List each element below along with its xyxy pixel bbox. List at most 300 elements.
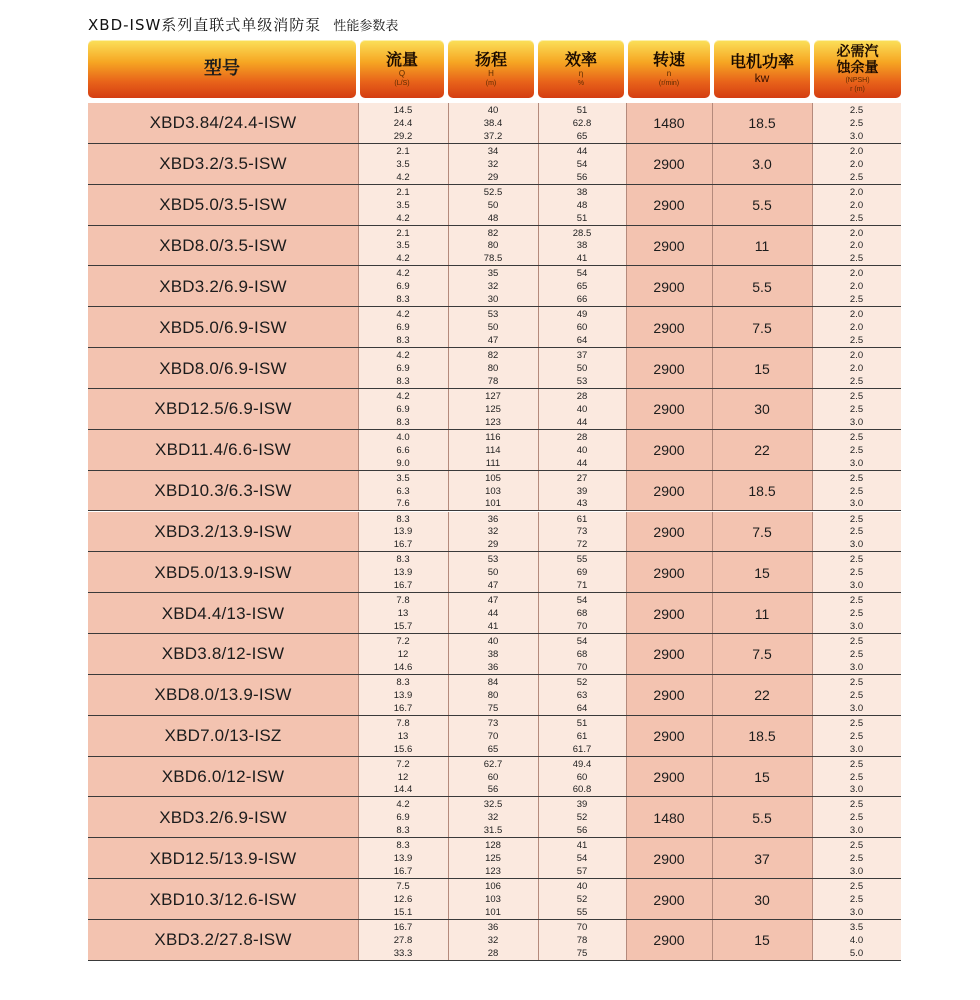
eff-value: 78 bbox=[576, 934, 588, 946]
cell-speed bbox=[626, 512, 712, 553]
speed-value: 2900 bbox=[653, 850, 685, 867]
model-value: XBD4.4/13-ISW bbox=[161, 603, 285, 623]
cell-npsh bbox=[812, 185, 901, 226]
npsh-value: 2.5 bbox=[849, 812, 864, 824]
head-value: 114 bbox=[485, 444, 501, 456]
eff-value: 28 bbox=[576, 390, 588, 402]
column-divider bbox=[358, 879, 359, 920]
column-divider bbox=[358, 307, 359, 348]
head-value: 52.5 bbox=[483, 186, 503, 198]
flow-value: 15.6 bbox=[393, 743, 413, 755]
head-value: 62.7 bbox=[483, 758, 503, 770]
eff-value: 71 bbox=[576, 580, 588, 592]
flow-value: 13 bbox=[397, 730, 409, 742]
npsh-value: 2.5 bbox=[849, 595, 864, 607]
cell-model bbox=[88, 838, 358, 879]
column-divider bbox=[358, 144, 359, 185]
cell-model bbox=[88, 430, 358, 471]
cell-npsh bbox=[812, 757, 901, 798]
column-divider bbox=[448, 103, 449, 144]
speed-value: 2900 bbox=[653, 442, 685, 459]
cell-speed bbox=[626, 838, 712, 879]
npsh-value: 2.5 bbox=[849, 840, 864, 852]
cell-npsh bbox=[812, 879, 901, 920]
table-row bbox=[88, 920, 901, 961]
header-flow bbox=[360, 40, 444, 98]
cell-head bbox=[448, 879, 538, 920]
cell-power bbox=[712, 103, 812, 144]
head-value: 82 bbox=[487, 227, 499, 239]
head-value: 48 bbox=[487, 212, 499, 224]
head-value: 60 bbox=[487, 771, 499, 783]
cell-head bbox=[448, 675, 538, 716]
header-npsh-label2: 蚀余量 bbox=[836, 60, 879, 76]
cell-power bbox=[712, 430, 812, 471]
model-value: XBD11.4/6.6-ISW bbox=[155, 440, 291, 460]
npsh-value: 2.0 bbox=[849, 199, 864, 211]
column-divider bbox=[538, 348, 539, 389]
head-value: 32.5 bbox=[483, 799, 503, 811]
cell-speed bbox=[626, 634, 712, 675]
head-value: 41 bbox=[487, 621, 499, 633]
column-divider bbox=[538, 757, 539, 798]
flow-value: 4.2 bbox=[396, 350, 410, 362]
eff-value: 68 bbox=[576, 608, 588, 620]
model-value: XBD3.8/12-ISW bbox=[161, 644, 285, 664]
npsh-value: 3.0 bbox=[849, 457, 864, 469]
speed-value: 2900 bbox=[653, 401, 685, 418]
cell-eff bbox=[538, 471, 626, 512]
cell-eff bbox=[538, 512, 626, 553]
eff-value: 54 bbox=[576, 636, 588, 648]
head-value: 84 bbox=[487, 676, 499, 688]
model-value: XBD12.5/6.9-ISW bbox=[154, 399, 292, 419]
column-divider bbox=[812, 838, 813, 879]
header-eff-unit: % bbox=[577, 79, 585, 87]
cell-model bbox=[88, 879, 358, 920]
column-divider bbox=[448, 757, 449, 798]
eff-value: 53 bbox=[576, 375, 588, 387]
cell-speed bbox=[626, 144, 712, 185]
column-divider bbox=[712, 675, 713, 716]
power-value: 30 bbox=[754, 891, 770, 908]
eff-value: 50 bbox=[576, 363, 588, 375]
eff-value: 70 bbox=[576, 621, 588, 633]
cell-head bbox=[448, 512, 538, 553]
eff-value: 44 bbox=[576, 457, 588, 469]
cell-speed bbox=[626, 103, 712, 144]
cell-speed bbox=[626, 920, 712, 961]
cell-eff bbox=[538, 838, 626, 879]
cell-power bbox=[712, 226, 812, 267]
npsh-value: 2.0 bbox=[849, 240, 864, 252]
eff-value: 38 bbox=[576, 240, 588, 252]
cell-head bbox=[448, 797, 538, 838]
model-value: XBD5.0/3.5-ISW bbox=[159, 195, 287, 215]
cell-flow bbox=[358, 144, 448, 185]
column-divider bbox=[538, 226, 539, 267]
column-divider bbox=[712, 144, 713, 185]
flow-value: 13.9 bbox=[393, 526, 413, 538]
column-divider bbox=[712, 348, 713, 389]
cell-eff bbox=[538, 879, 626, 920]
table-row bbox=[88, 348, 901, 389]
cell-flow bbox=[358, 757, 448, 798]
column-divider bbox=[448, 675, 449, 716]
flow-value: 27.8 bbox=[393, 934, 413, 946]
cell-npsh bbox=[812, 389, 901, 430]
flow-value: 8.3 bbox=[396, 416, 410, 428]
column-divider bbox=[626, 430, 627, 471]
cell-eff bbox=[538, 307, 626, 348]
column-divider bbox=[538, 838, 539, 879]
cell-power bbox=[712, 144, 812, 185]
cell-power bbox=[712, 307, 812, 348]
flow-value: 12 bbox=[397, 771, 409, 783]
cell-power bbox=[712, 348, 812, 389]
npsh-value: 2.5 bbox=[849, 513, 864, 525]
column-divider bbox=[626, 593, 627, 634]
column-divider bbox=[712, 920, 713, 961]
npsh-value: 2.5 bbox=[849, 689, 864, 701]
header-speed-symbol: n bbox=[666, 68, 672, 78]
header-head bbox=[448, 40, 534, 98]
column-divider bbox=[712, 797, 713, 838]
head-value: 123 bbox=[485, 416, 501, 428]
column-divider bbox=[358, 103, 359, 144]
head-value: 111 bbox=[485, 457, 501, 469]
eff-value: 65 bbox=[576, 130, 588, 142]
cell-model bbox=[88, 920, 358, 961]
cell-head bbox=[448, 226, 538, 267]
column-divider bbox=[812, 716, 813, 757]
column-divider bbox=[358, 675, 359, 716]
column-divider bbox=[538, 144, 539, 185]
power-value: 11 bbox=[754, 605, 770, 622]
head-value: 36 bbox=[487, 661, 499, 673]
flow-value: 6.9 bbox=[396, 403, 410, 415]
header-speed-label: 转速 bbox=[652, 49, 685, 69]
eff-value: 49.4 bbox=[572, 758, 592, 770]
npsh-value: 2.0 bbox=[849, 158, 864, 170]
column-divider bbox=[626, 797, 627, 838]
cell-npsh bbox=[812, 471, 901, 512]
eff-value: 63 bbox=[576, 689, 588, 701]
header-flow-symbol: Q bbox=[398, 68, 406, 78]
column-divider bbox=[358, 838, 359, 879]
eff-value: 28 bbox=[576, 431, 588, 443]
column-divider bbox=[812, 634, 813, 675]
flow-value: 4.0 bbox=[396, 431, 410, 443]
model-value: XBD3.2/27.8-ISW bbox=[154, 930, 292, 950]
head-value: 32 bbox=[487, 281, 499, 293]
head-value: 47 bbox=[487, 580, 499, 592]
column-divider bbox=[626, 920, 627, 961]
cell-eff bbox=[538, 266, 626, 307]
column-divider bbox=[626, 716, 627, 757]
power-value: 15 bbox=[754, 564, 770, 581]
eff-value: 61 bbox=[576, 513, 588, 525]
column-divider bbox=[448, 226, 449, 267]
power-value: 15 bbox=[754, 932, 770, 949]
head-value: 50 bbox=[487, 322, 499, 334]
model-value: XBD3.2/6.9-ISW bbox=[159, 276, 287, 296]
column-divider bbox=[358, 552, 359, 593]
model-value: XBD3.2/6.9-ISW bbox=[159, 807, 287, 827]
document-subtitle: 性能参数表 bbox=[333, 19, 399, 34]
power-value: 18.5 bbox=[748, 115, 776, 132]
eff-value: 40 bbox=[576, 881, 588, 893]
table-row bbox=[88, 634, 901, 675]
cell-npsh bbox=[812, 103, 901, 144]
head-value: 127 bbox=[485, 390, 501, 402]
column-divider bbox=[626, 103, 627, 144]
head-value: 40 bbox=[487, 105, 499, 116]
column-divider bbox=[712, 185, 713, 226]
power-value: 7.5 bbox=[752, 319, 772, 336]
cell-flow bbox=[358, 716, 448, 757]
flow-value: 8.3 bbox=[396, 294, 410, 306]
head-value: 32 bbox=[487, 812, 499, 824]
eff-value: 64 bbox=[576, 702, 588, 714]
power-value: 22 bbox=[754, 687, 770, 704]
head-value: 35 bbox=[487, 268, 499, 280]
header-npsh-unit: r (m) bbox=[850, 86, 865, 93]
npsh-value: 2.0 bbox=[849, 227, 864, 239]
column-divider bbox=[538, 471, 539, 512]
table-row bbox=[88, 552, 901, 593]
cell-model bbox=[88, 593, 358, 634]
cell-speed bbox=[626, 226, 712, 267]
cell-head bbox=[448, 430, 538, 471]
flow-value: 14.5 bbox=[393, 105, 413, 116]
column-divider bbox=[358, 266, 359, 307]
flow-value: 16.7 bbox=[393, 922, 413, 933]
head-value: 38 bbox=[487, 648, 499, 660]
column-divider bbox=[812, 675, 813, 716]
power-value: 22 bbox=[754, 442, 770, 459]
cell-eff bbox=[538, 593, 626, 634]
flow-value: 16.7 bbox=[393, 866, 413, 878]
npsh-value: 2.5 bbox=[849, 212, 864, 224]
model-value: XBD3.2/3.5-ISW bbox=[159, 154, 287, 174]
column-divider bbox=[812, 593, 813, 634]
head-value: 80 bbox=[487, 363, 499, 375]
cell-speed bbox=[626, 430, 712, 471]
cell-flow bbox=[358, 593, 448, 634]
column-divider bbox=[712, 266, 713, 307]
title-bar bbox=[88, 14, 398, 36]
npsh-value: 2.5 bbox=[849, 894, 864, 906]
column-divider bbox=[448, 920, 449, 961]
column-divider bbox=[448, 838, 449, 879]
npsh-value: 2.5 bbox=[849, 881, 864, 893]
flow-value: 15.1 bbox=[393, 906, 413, 918]
column-divider bbox=[538, 103, 539, 144]
cell-npsh bbox=[812, 920, 901, 961]
cell-head bbox=[448, 552, 538, 593]
cell-head bbox=[448, 838, 538, 879]
eff-value: 41 bbox=[576, 840, 588, 852]
cell-eff bbox=[538, 716, 626, 757]
column-divider bbox=[358, 593, 359, 634]
header-npsh-label1: 必需汽 bbox=[836, 44, 879, 60]
column-divider bbox=[712, 103, 713, 144]
column-divider bbox=[448, 552, 449, 593]
power-value: 37 bbox=[754, 850, 770, 867]
cell-head bbox=[448, 185, 538, 226]
cell-npsh bbox=[812, 552, 901, 593]
speed-value: 2900 bbox=[653, 932, 685, 949]
eff-value: 55 bbox=[576, 554, 588, 566]
npsh-value: 2.5 bbox=[849, 799, 864, 811]
column-divider bbox=[358, 226, 359, 267]
header-power bbox=[714, 40, 810, 98]
npsh-value: 2.0 bbox=[849, 186, 864, 198]
npsh-value: 3.0 bbox=[849, 825, 864, 837]
head-value: 116 bbox=[485, 431, 501, 443]
column-divider bbox=[812, 226, 813, 267]
flow-value: 7.6 bbox=[396, 498, 410, 510]
head-value: 105 bbox=[485, 472, 501, 484]
npsh-value: 3.0 bbox=[849, 906, 864, 918]
column-divider bbox=[358, 512, 359, 553]
column-divider bbox=[448, 797, 449, 838]
cell-npsh bbox=[812, 266, 901, 307]
power-value: 11 bbox=[754, 237, 770, 254]
header-head-symbol: H bbox=[488, 68, 494, 78]
eff-value: 54 bbox=[576, 268, 588, 280]
table-row bbox=[88, 757, 901, 798]
cell-power bbox=[712, 185, 812, 226]
cell-flow bbox=[358, 389, 448, 430]
speed-value: 2900 bbox=[653, 319, 685, 336]
flow-value: 6.6 bbox=[396, 444, 410, 456]
npsh-value: 2.5 bbox=[849, 472, 864, 484]
column-divider bbox=[626, 838, 627, 879]
column-divider bbox=[358, 389, 359, 430]
cell-head bbox=[448, 266, 538, 307]
column-divider bbox=[812, 144, 813, 185]
document-title: XBD-ISW系列直联式单级消防泵 bbox=[88, 16, 322, 34]
npsh-value: 2.0 bbox=[849, 281, 864, 293]
column-divider bbox=[626, 675, 627, 716]
cell-npsh bbox=[812, 226, 901, 267]
flow-value: 24.4 bbox=[393, 117, 413, 129]
eff-value: 51 bbox=[576, 105, 588, 116]
npsh-value: 2.5 bbox=[849, 771, 864, 783]
flow-value: 3.5 bbox=[396, 240, 410, 252]
cell-model bbox=[88, 471, 358, 512]
cell-head bbox=[448, 757, 538, 798]
cell-model bbox=[88, 797, 358, 838]
column-divider bbox=[712, 552, 713, 593]
column-divider bbox=[538, 266, 539, 307]
column-divider bbox=[812, 879, 813, 920]
flow-value: 6.9 bbox=[396, 812, 410, 824]
cell-npsh bbox=[812, 797, 901, 838]
speed-value: 2900 bbox=[653, 728, 685, 745]
flow-value: 8.3 bbox=[396, 554, 410, 566]
head-value: 30 bbox=[487, 294, 499, 306]
npsh-value: 2.5 bbox=[849, 105, 864, 116]
npsh-value: 2.0 bbox=[849, 268, 864, 280]
cell-npsh bbox=[812, 512, 901, 553]
eff-value: 38 bbox=[576, 186, 588, 198]
column-divider bbox=[812, 103, 813, 144]
cell-npsh bbox=[812, 634, 901, 675]
column-divider bbox=[626, 144, 627, 185]
flow-value: 3.5 bbox=[396, 199, 410, 211]
npsh-value: 3.0 bbox=[849, 498, 864, 510]
table-row bbox=[88, 103, 901, 144]
npsh-value: 3.0 bbox=[849, 661, 864, 673]
cell-speed bbox=[626, 389, 712, 430]
eff-value: 72 bbox=[576, 539, 588, 551]
column-divider bbox=[812, 185, 813, 226]
column-divider bbox=[712, 838, 713, 879]
cell-flow bbox=[358, 430, 448, 471]
header-model bbox=[88, 40, 356, 98]
model-value: XBD12.5/13.9-ISW bbox=[149, 848, 297, 868]
speed-value: 2900 bbox=[653, 891, 685, 908]
eff-value: 70 bbox=[576, 661, 588, 673]
header-npsh-symbol: (NPSH) bbox=[845, 77, 870, 84]
eff-value: 73 bbox=[576, 526, 588, 538]
flow-value: 4.2 bbox=[396, 799, 410, 811]
column-divider bbox=[448, 512, 449, 553]
head-value: 82 bbox=[487, 350, 499, 362]
eff-value: 27 bbox=[576, 472, 588, 484]
header-speed-unit: (r/min) bbox=[658, 79, 680, 87]
flow-value: 14.4 bbox=[393, 784, 413, 796]
eff-value: 66 bbox=[576, 294, 588, 306]
header-flow-label: 流量 bbox=[385, 49, 418, 69]
npsh-value: 2.0 bbox=[849, 309, 864, 321]
cell-power bbox=[712, 593, 812, 634]
eff-value: 56 bbox=[576, 825, 588, 837]
npsh-value: 2.5 bbox=[849, 853, 864, 865]
head-value: 103 bbox=[485, 894, 501, 906]
column-divider bbox=[538, 512, 539, 553]
cell-speed bbox=[626, 757, 712, 798]
eff-value: 54 bbox=[576, 158, 588, 170]
table-row bbox=[88, 266, 901, 307]
cell-eff bbox=[538, 634, 626, 675]
power-value: 15 bbox=[754, 769, 770, 786]
cell-head bbox=[448, 716, 538, 757]
column-divider bbox=[538, 552, 539, 593]
column-divider bbox=[812, 266, 813, 307]
npsh-value: 2.5 bbox=[849, 636, 864, 648]
head-value: 36 bbox=[487, 513, 499, 525]
column-divider bbox=[448, 389, 449, 430]
table-row bbox=[88, 144, 901, 185]
cell-flow bbox=[358, 552, 448, 593]
column-divider bbox=[538, 675, 539, 716]
cell-head bbox=[448, 389, 538, 430]
head-value: 75 bbox=[487, 702, 499, 714]
column-divider bbox=[358, 716, 359, 757]
model-value: XBD6.0/12-ISW bbox=[161, 767, 285, 787]
head-value: 101 bbox=[485, 498, 501, 510]
column-divider bbox=[538, 879, 539, 920]
cell-speed bbox=[626, 675, 712, 716]
flow-value: 4.2 bbox=[396, 212, 410, 224]
column-divider bbox=[812, 471, 813, 512]
cell-power bbox=[712, 512, 812, 553]
column-divider bbox=[538, 797, 539, 838]
